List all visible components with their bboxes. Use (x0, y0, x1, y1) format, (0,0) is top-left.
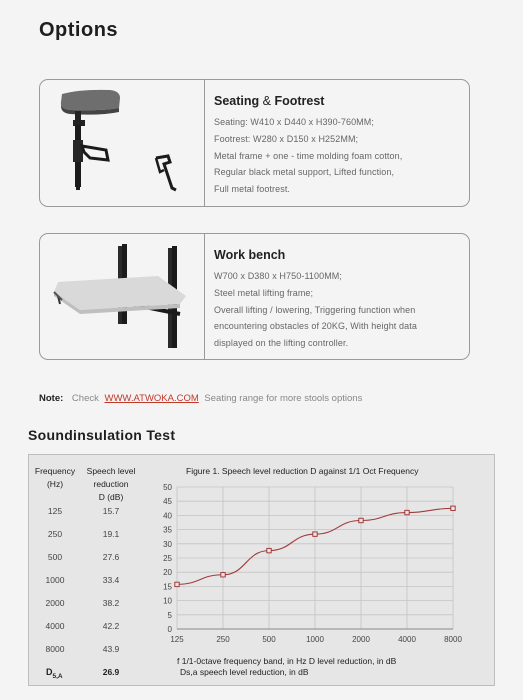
spec-line: encountering obstacles of 20KG, With height data (214, 321, 417, 332)
product-title: Seating & Footrest (214, 94, 325, 108)
y-tick-label: 30 (163, 539, 172, 549)
x-tick-label: 125 (170, 635, 184, 644)
footnote-frequency: f 1/1-0ctave frequency band, in Hz D level reduction, in dB (177, 656, 397, 666)
table-cell-reduction: 42.2 (102, 621, 120, 631)
workbench-illustration (40, 234, 204, 359)
note-label: Note: (39, 393, 64, 404)
product-title: Work bench (214, 248, 286, 262)
spec-line: Steel metal lifting frame; (214, 287, 314, 298)
x-tick-label: 250 (216, 635, 230, 644)
spec-line: Footrest: W280 x D150 x H252MM; (214, 133, 359, 144)
table-cell-frequency: 250 (47, 529, 63, 539)
footnote-ds: Ds,a speech level reduction, in dB (180, 667, 309, 677)
spec-line: displayed on the lifting controller. (214, 338, 349, 349)
table-cell-reduction: 27.6 (102, 552, 120, 562)
x-tick-label: 2000 (352, 635, 370, 644)
spec-line: Regular black metal support, Lifted function, (214, 167, 395, 178)
note-suffix: Seating range for more stools options (204, 393, 363, 404)
table-cell-reduction: 38.2 (102, 598, 120, 608)
table-cell-frequency: 125 (47, 506, 63, 516)
y-tick-label: 15 (163, 582, 172, 592)
y-tick-label: 20 (163, 568, 172, 578)
y-tick-label: 50 (163, 483, 172, 492)
y-tick-label: 35 (163, 525, 172, 535)
website-link[interactable]: WWW.ATWOKA.COM (104, 393, 199, 404)
table-cell-reduction: 19.1 (102, 529, 120, 539)
note-line (39, 393, 362, 404)
spec-line: Overall lifting / lowering, Triggering function when (214, 304, 416, 315)
y-tick-label: 5 (167, 610, 172, 620)
seating-footrest-illustration (40, 80, 204, 206)
table-cell-frequency: 500 (47, 552, 63, 562)
ds-label: $D_{5,A}$ (46, 667, 63, 680)
page-title: Options (39, 19, 119, 41)
spec-line: Full metal footrest. (214, 184, 291, 195)
y-tick-label: 45 (163, 497, 172, 507)
spec-line: Seating: W410 x D440 x H390-760MM; (214, 117, 374, 127)
table-cell-frequency: 8000 (45, 644, 65, 654)
product-card-workbench (39, 233, 470, 360)
seating-footrest-image (40, 80, 205, 206)
table-cell-reduction: 15.7 (102, 506, 120, 516)
workbench-image (40, 234, 205, 359)
x-tick-label: 500 (262, 635, 276, 644)
table-cell-frequency: 4000 (45, 621, 65, 631)
reduction-header: Speech level reduction D (dB) (86, 466, 136, 502)
x-tick-label: 8000 (444, 635, 462, 644)
table-cell-frequency: 1000 (45, 575, 65, 585)
y-tick-label: 25 (163, 554, 172, 563)
spec-line: W700 x D380 x H750-1100MM; (214, 271, 342, 281)
ds-value: 26.9 (102, 667, 120, 677)
note-prefix: Check (71, 393, 99, 404)
product-card-seating (39, 79, 470, 207)
section-title: Soundinsulation Test (28, 427, 176, 443)
y-tick-label: 0 (167, 625, 172, 634)
x-tick-label: 1000 (306, 635, 324, 644)
x-tick-label: 4000 (398, 635, 416, 644)
table-cell-reduction: 33.4 (102, 575, 120, 585)
y-tick-label: 10 (163, 596, 172, 606)
y-tick-label: 40 (163, 511, 172, 521)
spec-line: Metal frame + one - time molding foam cotton, (214, 150, 403, 161)
chart-title: Figure 1. Speech level reduction D against 1/1 Oct Frequency (186, 466, 419, 476)
table-cell-frequency: 2000 (45, 598, 65, 608)
frequency-header: Frequency (Hz) (34, 466, 76, 489)
table-cell-reduction: 43.9 (102, 644, 120, 654)
